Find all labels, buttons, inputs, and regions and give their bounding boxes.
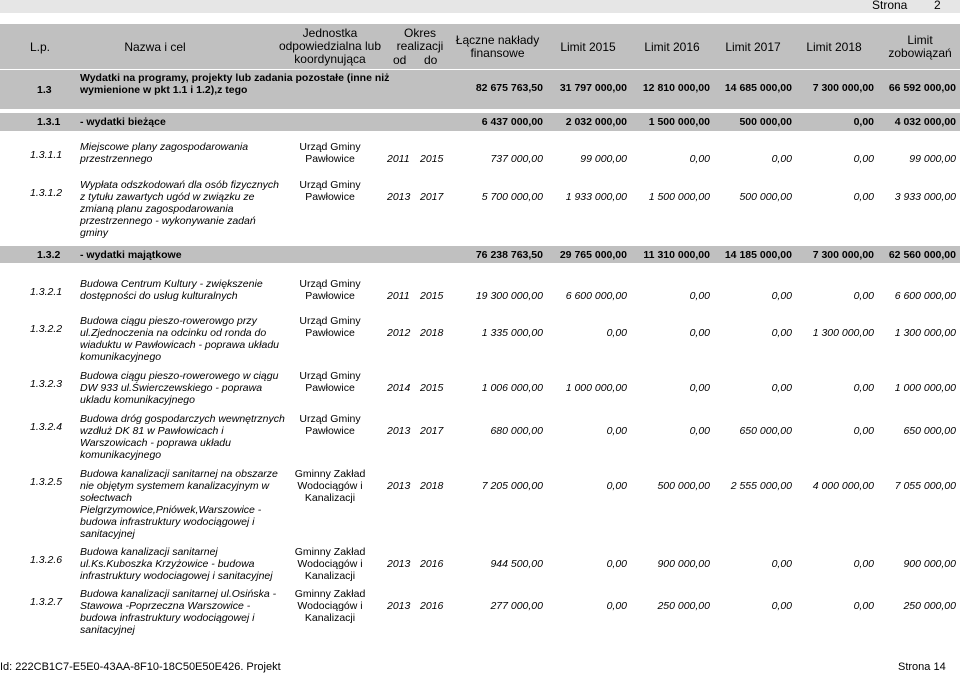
cell-l2018: 0,00 bbox=[853, 600, 874, 612]
cell-l2015: 1 000 000,00 bbox=[565, 382, 627, 394]
cell-od: 2013 bbox=[387, 191, 411, 203]
section-total: 76 238 763,50 bbox=[475, 249, 543, 261]
cell-l2016: 0,00 bbox=[689, 382, 710, 394]
cell-unit: Urząd Gminy Pawłowice bbox=[299, 179, 361, 203]
header-unit: Jednostka odpowiedzialna lub koordynująca bbox=[278, 26, 382, 66]
cell-limit: 900 000,00 bbox=[903, 558, 956, 570]
cell-do: 2017 bbox=[420, 191, 444, 203]
cell-do: 2018 bbox=[420, 480, 444, 492]
cell-num: 1.3.2.6 bbox=[30, 554, 63, 566]
cell-num: 1.3.1.2 bbox=[30, 187, 63, 199]
cell-l2016: 0,00 bbox=[689, 153, 710, 165]
section-limit-2017: 14 685 000,00 bbox=[724, 82, 792, 94]
cell-od: 2014 bbox=[387, 382, 411, 394]
section-total: 82 675 763,50 bbox=[475, 82, 543, 94]
cell-l2015: 0,00 bbox=[606, 600, 627, 612]
section-limit-2018: 7 300 000,00 bbox=[812, 82, 874, 94]
cell-total: 737 000,00 bbox=[490, 153, 543, 165]
cell-limit: 6 600 000,00 bbox=[894, 290, 956, 302]
header-total: Łączne nakłady finansowe bbox=[455, 33, 540, 60]
section-total: 6 437 000,00 bbox=[481, 116, 543, 128]
cell-l2018: 0,00 bbox=[853, 153, 874, 165]
section-limit-2015: 2 032 000,00 bbox=[565, 116, 627, 128]
section-limit-2017: 14 185 000,00 bbox=[724, 249, 792, 261]
cell-limit: 7 055 000,00 bbox=[894, 480, 956, 492]
cell-l2016: 0,00 bbox=[689, 327, 710, 339]
cell-total: 944 500,00 bbox=[490, 558, 543, 570]
cell-name: Miejscowe plany zagospodarowania przestrzennego bbox=[80, 141, 249, 165]
section-num: 1.3.1 bbox=[37, 116, 61, 128]
cell-unit: Urząd Gminy Pawłowice bbox=[299, 278, 361, 302]
section-limit-obligations: 4 032 000,00 bbox=[894, 116, 956, 128]
footer-page: Strona 14 bbox=[898, 661, 946, 673]
section-limit-2015: 29 765 000,00 bbox=[559, 249, 627, 261]
cell-do: 2015 bbox=[420, 290, 444, 302]
page-top-bar bbox=[0, 0, 960, 13]
cell-unit: Gminny Zakład Wodociągów i Kanalizacji bbox=[294, 468, 366, 504]
cell-limit: 3 933 000,00 bbox=[894, 191, 956, 203]
cell-l2017: 650 000,00 bbox=[739, 425, 792, 437]
section-limit-obligations: 62 560 000,00 bbox=[888, 249, 956, 261]
cell-name: Budowa kanalizacji sanitarnej ul.Osińska -Stawowa -Poprzeczna Warszowice - budowa infrastruktury wodociągowej i sanitacyjnej bbox=[80, 588, 277, 636]
page-label: Strona bbox=[872, 0, 908, 12]
cell-l2018: 1 300 000,00 bbox=[812, 327, 874, 339]
cell-num: 1.3.2.1 bbox=[30, 286, 63, 298]
cell-l2018: 4 000 000,00 bbox=[812, 480, 874, 492]
cell-l2015: 0,00 bbox=[606, 558, 627, 570]
cell-total: 5 700 000,00 bbox=[481, 191, 543, 203]
cell-num: 1.3.2.5 bbox=[30, 476, 63, 488]
header-lp: L.p. bbox=[29, 40, 50, 54]
cell-od: 2013 bbox=[387, 480, 411, 492]
section-limit-2015: 31 797 000,00 bbox=[559, 82, 627, 94]
cell-l2016: 0,00 bbox=[689, 290, 710, 302]
cell-num: 1.3.2.4 bbox=[30, 421, 63, 433]
cell-od: 2013 bbox=[387, 558, 411, 570]
cell-od: 2011 bbox=[387, 290, 410, 302]
cell-limit: 1 300 000,00 bbox=[894, 327, 956, 339]
cell-l2016: 900 000,00 bbox=[657, 558, 710, 570]
cell-unit: Urząd Gminy Pawłowice bbox=[299, 370, 361, 394]
cell-l2017: 500 000,00 bbox=[739, 191, 792, 203]
cell-total: 7 205 000,00 bbox=[481, 480, 543, 492]
cell-num: 1.3.1.1 bbox=[30, 149, 63, 161]
cell-l2018: 0,00 bbox=[853, 558, 874, 570]
section-limit-2018: 0,00 bbox=[853, 116, 874, 128]
cell-od: 2013 bbox=[387, 425, 411, 437]
cell-l2016: 0,00 bbox=[689, 425, 710, 437]
section-limit-2018: 7 300 000,00 bbox=[812, 249, 874, 261]
cell-name: Budowa Centrum Kultury - zwiększenie dostępności do usług kulturalnych bbox=[80, 278, 263, 302]
cell-l2016: 1 500 000,00 bbox=[648, 191, 710, 203]
cell-do: 2015 bbox=[420, 153, 444, 165]
cell-do: 2016 bbox=[420, 600, 444, 612]
cell-od: 2012 bbox=[387, 327, 411, 339]
cell-total: 277 000,00 bbox=[490, 600, 543, 612]
section-limit-obligations: 66 592 000,00 bbox=[888, 82, 956, 94]
cell-name: Budowa ciągu pieszo-rowerowgo przy ul.Zjednoczenia na odcinku od ronda do wiaduktu w Pawłowicach - poprawa układu komunikacyjnego bbox=[80, 315, 280, 363]
cell-num: 1.3.2.7 bbox=[30, 596, 63, 608]
cell-l2015: 0,00 bbox=[606, 480, 627, 492]
cell-l2017: 0,00 bbox=[771, 153, 792, 165]
cell-num: 1.3.2.2 bbox=[30, 323, 63, 335]
cell-name: Budowa kanalizacji sanitarnej ul.Ks.Kuboszka Krzyżowice - budowa infrastruktury wodociagowej i sanitacyjnej bbox=[80, 546, 273, 582]
header-limit-2018: Limit 2018 bbox=[806, 40, 862, 54]
cell-l2017: 0,00 bbox=[771, 290, 792, 302]
cell-name: Budowa ciągu pieszo-rowerowego w ciągu DW 933 ul.Świerczewskiego - poprawa ukladu komunikacyjnego bbox=[80, 370, 279, 406]
section-name: - wydatki majątkowe bbox=[80, 249, 182, 261]
cell-l2017: 0,00 bbox=[771, 558, 792, 570]
section-name: Wydatki na programy, projekty lub zadania pozostałe (inne niż wymienione w pkt 1.1 i 1.2),z tego bbox=[80, 72, 390, 96]
cell-l2015: 0,00 bbox=[606, 425, 627, 437]
section-limit-2016: 1 500 000,00 bbox=[648, 116, 710, 128]
page-number: 2 bbox=[934, 0, 941, 12]
cell-l2015: 1 933 000,00 bbox=[565, 191, 627, 203]
section-limit-2016: 12 810 000,00 bbox=[642, 82, 710, 94]
cell-unit: Gminny Zakład Wodociągów i Kanalizacji bbox=[294, 588, 366, 624]
header-limit-obligations: Limit zobowiązań bbox=[888, 33, 952, 60]
cell-total: 1 335 000,00 bbox=[481, 327, 543, 339]
cell-limit: 650 000,00 bbox=[903, 425, 956, 437]
cell-l2018: 0,00 bbox=[853, 290, 874, 302]
section-name: - wydatki bieżące bbox=[80, 116, 166, 128]
cell-od: 2013 bbox=[387, 600, 411, 612]
cell-num: 1.3.2.3 bbox=[30, 378, 63, 390]
cell-l2017: 2 555 000,00 bbox=[730, 480, 792, 492]
cell-unit: Gminny Zakład Wodociągów i Kanalizacji bbox=[294, 546, 366, 582]
cell-l2018: 0,00 bbox=[853, 425, 874, 437]
cell-l2018: 0,00 bbox=[853, 382, 874, 394]
header-limit-2015: Limit 2015 bbox=[560, 40, 616, 54]
cell-l2017: 0,00 bbox=[771, 600, 792, 612]
cell-l2015: 99 000,00 bbox=[580, 153, 627, 165]
section-limit-2016: 11 310 000,00 bbox=[643, 249, 710, 261]
header-limit-2016: Limit 2016 bbox=[644, 40, 700, 54]
cell-l2015: 0,00 bbox=[606, 327, 627, 339]
cell-l2015: 6 600 000,00 bbox=[565, 290, 627, 302]
cell-do: 2018 bbox=[420, 327, 444, 339]
header-od: od bbox=[393, 53, 407, 67]
section-limit-2017: 500 000,00 bbox=[739, 116, 792, 128]
cell-limit: 1 000 000,00 bbox=[894, 382, 956, 394]
header-period: Okres realizacji bbox=[396, 26, 444, 53]
cell-name: Budowa dróg gospodarczych wewnętrznych wzdłuż DK 81 w Pawłowicach i Warszowicach - poprawa układu komunikacyjnego bbox=[80, 413, 285, 461]
cell-do: 2017 bbox=[420, 425, 444, 437]
cell-limit: 99 000,00 bbox=[909, 153, 956, 165]
section-num: 1.3 bbox=[37, 84, 52, 96]
cell-l2017: 0,00 bbox=[771, 327, 792, 339]
cell-name: Wypłata odszkodowań dla osób fizycznych z tytułu zawartych ugód w związku ze zmianą planu zagospodarowania przestrzennego - wykonywanie zadań gminy bbox=[80, 179, 280, 239]
cell-unit: Urząd Gminy Pawłowice bbox=[299, 413, 361, 437]
cell-unit: Urząd Gminy Pawłowice bbox=[299, 315, 361, 339]
cell-l2016: 500 000,00 bbox=[657, 480, 710, 492]
cell-total: 680 000,00 bbox=[490, 425, 543, 437]
cell-l2018: 0,00 bbox=[853, 191, 874, 203]
header-do: do bbox=[424, 53, 438, 67]
cell-do: 2016 bbox=[420, 558, 444, 570]
cell-l2017: 0,00 bbox=[771, 382, 792, 394]
cell-name: Budowa kanalizacji sanitarnej na obszarze nie objętym systemem kanalizacyjnym w sołectwach Pielgrzymowice,Pniówek,Warszowice - budowa infrastruktury wodociągowej i sanitacyjnej bbox=[80, 468, 278, 540]
cell-total: 19 300 000,00 bbox=[475, 290, 543, 302]
cell-unit: Urząd Gminy Pawłowice bbox=[299, 141, 361, 165]
cell-od: 2011 bbox=[387, 153, 410, 165]
cell-l2016: 250 000,00 bbox=[657, 600, 710, 612]
document-id: Id: 222CB1C7-E5E0-43AA-8F10-18C50E50E426. Projekt bbox=[0, 661, 281, 673]
header-limit-2017: Limit 2017 bbox=[725, 40, 781, 54]
section-num: 1.3.2 bbox=[37, 249, 61, 261]
cell-limit: 250 000,00 bbox=[903, 600, 956, 612]
cell-do: 2015 bbox=[420, 382, 444, 394]
cell-total: 1 006 000,00 bbox=[481, 382, 543, 394]
header-name: Nazwa i cel bbox=[124, 40, 186, 54]
